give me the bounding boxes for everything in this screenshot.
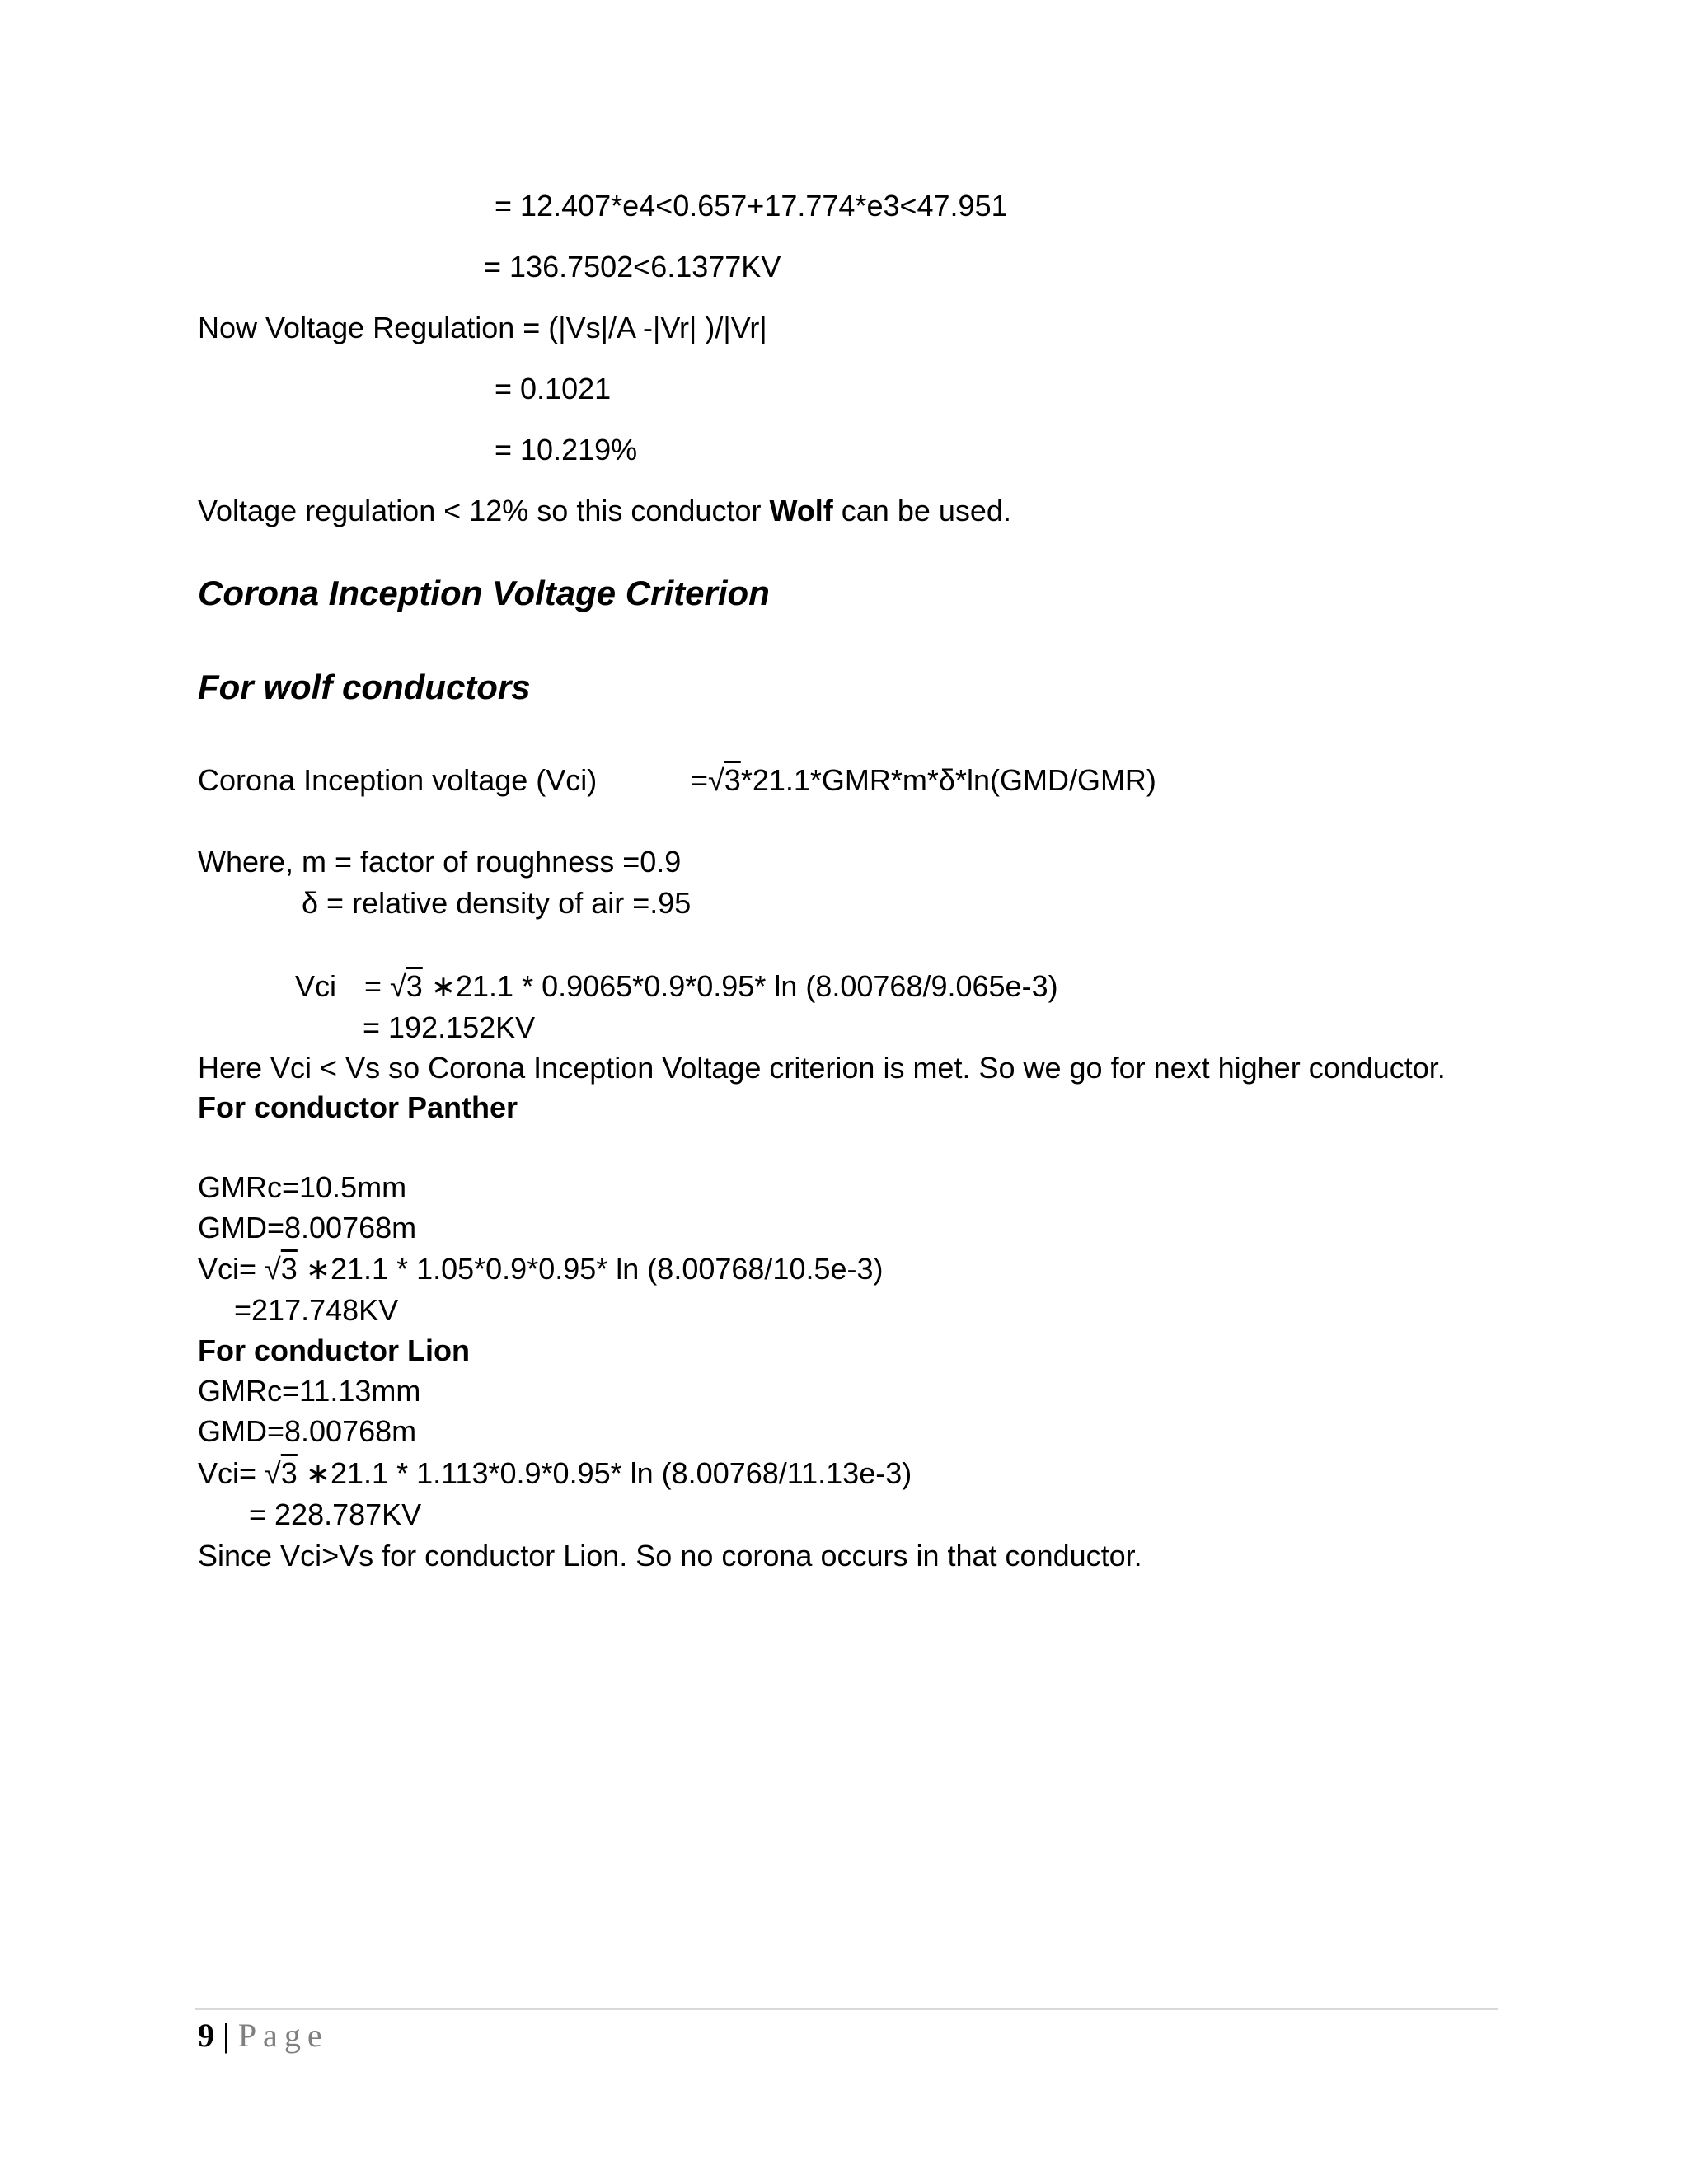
vci-wolf-radicand: 3 <box>406 969 423 1003</box>
conclusion-text-a: Voltage regulation < 12% so this conductor <box>198 494 770 527</box>
page-footer <box>198 2016 329 2055</box>
vci-wolf-calculation <box>364 968 1058 1005</box>
panther-vci-radicand: 3 <box>280 1252 298 1286</box>
lion-vci-radicand: 3 <box>280 1456 298 1490</box>
panther-result: =217.748KV <box>234 1293 399 1327</box>
footer-divider <box>195 2008 1498 2010</box>
corona-formula <box>691 762 1156 799</box>
lion-gmrc: GMRc=11.13mm <box>198 1374 421 1408</box>
voltage-regulation-conclusion <box>198 493 1011 529</box>
page-number: 9 <box>198 2017 214 2054</box>
heading-corona-criterion: Corona Inception Voltage Criterion <box>198 574 770 612</box>
panther-vci-prefix: Vci= √ <box>198 1252 281 1286</box>
lion-gmd: GMD=8.00768m <box>198 1414 417 1448</box>
formula-radicand: 3 <box>724 763 741 797</box>
lion-vci-rest: ∗21.1 * 1.113*0.9*0.95* ln (8.00768/11.13e-3) <box>297 1456 912 1490</box>
panther-vci-rest: ∗21.1 * 1.05*0.9*0.95* ln (8.00768/10.5e-3) <box>297 1252 884 1286</box>
formula-prefix: =√ <box>691 763 724 797</box>
corona-conclusion: Here Vci < Vs so Corona Inception Voltage criterion is met. So we go for next higher conductor. <box>198 1051 1446 1085</box>
lion-conclusion: Since Vci>Vs for conductor Lion. So no corona occurs in that conductor. <box>198 1539 1142 1572</box>
lion-vci-prefix: Vci= √ <box>198 1456 281 1490</box>
conclusion-text-b: can be used. <box>832 494 1011 527</box>
equation-line-2: = 136.7502<6.1377KV <box>484 250 781 284</box>
vci-wolf-prefix: = √ <box>364 969 406 1003</box>
panther-title: For conductor Panther <box>198 1090 518 1124</box>
vci-wolf-result: = 192.152KV <box>363 1010 536 1044</box>
panther-gmrc: GMRc=10.5mm <box>198 1170 407 1204</box>
panther-vci <box>198 1251 884 1287</box>
lion-title: For conductor Lion <box>198 1333 470 1367</box>
formula-rest: *21.1*GMR*m*δ*ln(GMD/GMR) <box>740 763 1156 797</box>
panther-gmd: GMD=8.00768m <box>198 1211 417 1244</box>
equation-line-1: = 12.407*e4<0.657+17.774*e3<47.951 <box>495 189 1008 223</box>
where-air-density: δ = relative density of air =.95 <box>302 886 692 920</box>
lion-result: = 228.787KV <box>249 1497 422 1531</box>
lion-vci <box>198 1455 912 1492</box>
vci-wolf-label: Vci <box>295 969 337 1003</box>
page-label: Page <box>237 2017 329 2054</box>
footer-separator: | <box>214 2017 238 2054</box>
heading-wolf-conductors: For wolf conductors <box>198 668 531 706</box>
voltage-regulation-formula: Now Voltage Regulation = (|Vs|/A -|Vr| )/|Vr| <box>198 311 767 344</box>
voltage-regulation-value: = 0.1021 <box>495 372 612 405</box>
conductor-name-wolf: Wolf <box>769 494 833 527</box>
where-roughness: Where, m = factor of roughness =0.9 <box>198 845 682 879</box>
vci-wolf-rest: ∗21.1 * 0.9065*0.9*0.95* ln (8.00768/9.065e-3) <box>422 969 1058 1003</box>
voltage-regulation-percent: = 10.219% <box>495 433 638 466</box>
corona-label: Corona Inception voltage (Vci) <box>198 763 598 797</box>
